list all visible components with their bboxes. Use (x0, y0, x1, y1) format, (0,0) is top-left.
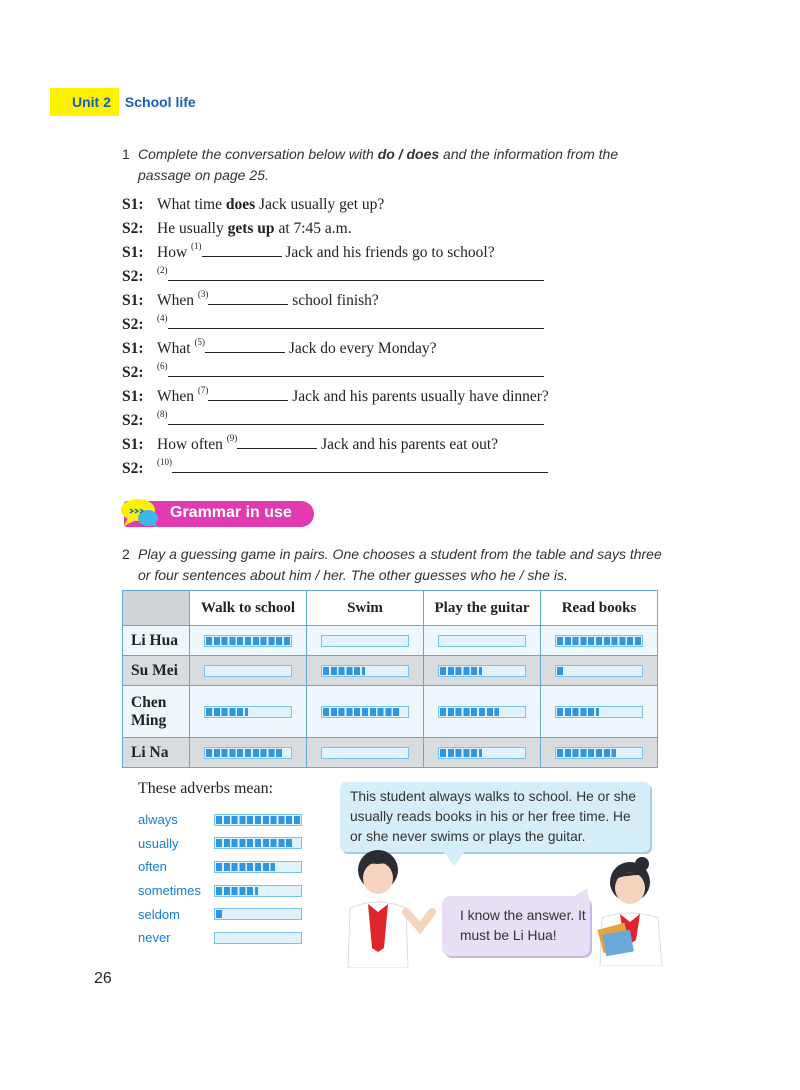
speaker-label: S2: (122, 268, 144, 285)
frequency-bar (214, 814, 302, 826)
boy-speech-text: This student always walks to school. He or she usually reads books in his or her free time. He or she never swims or plays the guitar. (350, 789, 637, 844)
answer-blank[interactable] (208, 290, 288, 305)
exercise-2-instruction (122, 544, 662, 586)
adverb-word: usually (138, 835, 179, 851)
frequency-bar-fill (216, 839, 292, 847)
girl-speech-bubble (442, 896, 590, 956)
frequency-bar-fill (206, 637, 290, 645)
dialogue-text (157, 380, 549, 407)
instruction-text: Play a guessing game in pairs. One chooses a student from the table and says three or four sentences about him / her. The other guesses who he / she is. (138, 546, 662, 583)
frequency-bar (214, 932, 302, 944)
boy-speech-bubble (340, 782, 650, 852)
line-text: When (157, 388, 198, 405)
dialogue-line (122, 455, 582, 479)
line-text: What (157, 340, 195, 357)
frequency-bar-fill (440, 749, 482, 757)
unit-label: Unit 2 (50, 88, 119, 116)
dialogue-text (157, 260, 544, 287)
frequency-bar-fill (323, 708, 399, 716)
speaker-label: S2: (122, 220, 144, 237)
frequency-bar (204, 706, 292, 718)
frequency-bar-fill (557, 637, 641, 645)
instruction-text (122, 144, 642, 186)
answer-blank[interactable] (168, 362, 544, 377)
exercise-number: 1 (122, 146, 130, 162)
speaker-label: S1: (122, 436, 144, 453)
line-text: Jack and his parents usually have dinner? (288, 388, 549, 405)
dialogue-line (122, 191, 582, 215)
frequency-bar-fill (206, 749, 282, 757)
blank-number: (1) (191, 241, 202, 251)
frequency-bar (555, 706, 643, 718)
blank-number: (5) (194, 337, 205, 347)
adverb-word: never (138, 930, 171, 946)
frequency-bar (321, 665, 409, 677)
line-text: Jack and his friends go to school? (281, 244, 495, 261)
answer-blank[interactable] (202, 242, 282, 257)
adverbs-title: These adverbs mean: (138, 780, 274, 797)
frequency-bar-fill (216, 887, 258, 895)
blank-number: (3) (197, 289, 209, 299)
dialogue-text (157, 308, 544, 335)
frequency-cell (424, 686, 541, 738)
page-number: 26 (94, 970, 112, 987)
frequency-cell (190, 626, 307, 656)
speaker-label: S2: (122, 412, 144, 429)
answer-text: does (225, 196, 256, 213)
frequency-bar-fill (440, 667, 482, 675)
banner-label: Grammar in use (170, 504, 292, 521)
answer-blank[interactable] (168, 266, 544, 281)
line-text: When (157, 292, 198, 309)
line-text: school finish? (288, 292, 379, 309)
adverb-row (138, 926, 308, 950)
answer-blank[interactable] (168, 314, 544, 329)
grammar-in-use-banner (118, 496, 315, 530)
frequency-bar (204, 747, 292, 759)
frequency-cell (307, 686, 424, 738)
table-row (123, 686, 658, 738)
frequency-bar (214, 837, 302, 849)
dialogue-text (157, 195, 384, 215)
student-name: Chen Ming (123, 686, 190, 738)
frequency-bar-fill (216, 816, 300, 824)
frequency-cell (190, 738, 307, 768)
answer-blank[interactable] (172, 458, 548, 473)
frequency-cell (424, 738, 541, 768)
frequency-cell (541, 686, 658, 738)
instruction-part: and the information from the passage on page 25. (138, 146, 619, 183)
frequency-bar (214, 885, 302, 897)
frequency-bar-fill (323, 667, 365, 675)
line-text: How (157, 244, 192, 261)
table-row (123, 656, 658, 686)
column-header: Walk to school (190, 591, 307, 626)
dialogue-text (157, 284, 379, 311)
frequency-table (122, 590, 658, 768)
line-text: Jack and his parents eat out? (317, 436, 499, 453)
table-row (123, 626, 658, 656)
line-text: How often (157, 436, 227, 453)
girl-illustration (592, 856, 672, 966)
dialogue-text (157, 428, 498, 455)
frequency-bar (438, 635, 526, 647)
boy-illustration (340, 848, 440, 968)
frequency-cell (541, 738, 658, 768)
adverb-word: sometimes (138, 883, 201, 899)
blank-number: (7) (197, 385, 209, 395)
blank-number: (6) (157, 361, 168, 371)
frequency-bar (438, 665, 526, 677)
blank-number: (9) (226, 433, 238, 443)
student-name: Li Na (123, 738, 190, 768)
girl-speech-text: I know the answer. It must be Li Hua! (460, 908, 586, 943)
dialogue-text (157, 332, 436, 359)
line-text: at 7:45 a.m. (274, 220, 352, 237)
adverb-word: always (138, 812, 178, 828)
unit-header (50, 88, 196, 116)
answer-blank[interactable] (237, 434, 317, 449)
frequency-bar (214, 908, 302, 920)
frequency-cell (424, 656, 541, 686)
frequency-cell (424, 626, 541, 656)
boy-bubble-tail (442, 850, 466, 866)
frequency-bar-fill (557, 667, 565, 675)
speaker-label: S1: (122, 388, 144, 405)
adverb-row (138, 832, 308, 856)
speaker-label: S2: (122, 460, 144, 477)
speaker-label: S1: (122, 244, 144, 261)
frequency-bar (438, 747, 526, 759)
frequency-cell (541, 626, 658, 656)
line-text: Jack do every Monday? (284, 340, 437, 357)
frequency-bar (438, 706, 526, 718)
frequency-bar (321, 747, 409, 759)
student-name: Su Mei (123, 656, 190, 686)
frequency-cell (190, 656, 307, 686)
speaker-label: S1: (122, 340, 144, 357)
blank-number: (4) (157, 313, 168, 323)
frequency-bar (555, 635, 643, 647)
blank-number: (10) (157, 457, 172, 467)
frequency-cell (307, 656, 424, 686)
adverb-row (138, 902, 308, 926)
frequency-bar-fill (557, 708, 599, 716)
frequency-bar-fill (216, 863, 275, 871)
answer-text: gets up (227, 220, 275, 237)
adverb-row (138, 879, 308, 903)
frequency-cell (190, 686, 307, 738)
dialogue-text (157, 356, 544, 383)
answer-blank[interactable] (208, 386, 288, 401)
frequency-bar (214, 861, 302, 873)
frequency-bar (555, 747, 643, 759)
line-text: He usually (157, 220, 228, 237)
speaker-label: S1: (122, 292, 144, 309)
speaker-label: S1: (122, 196, 144, 213)
unit-title: School life (124, 94, 196, 110)
adverb-row (138, 808, 308, 832)
frequency-bar-fill (440, 708, 499, 716)
blank-number: (8) (157, 409, 168, 419)
student-name: Li Hua (123, 626, 190, 656)
table-corner (123, 591, 190, 626)
answer-blank[interactable] (205, 338, 285, 353)
column-header: Read books (541, 591, 658, 626)
answer-blank[interactable] (168, 410, 544, 425)
exercise-1-instruction (122, 144, 642, 186)
instruction-part: Complete the conversation below with (138, 146, 378, 162)
frequency-bar-fill (557, 749, 616, 757)
frequency-bar (321, 706, 409, 718)
adverb-row (138, 855, 308, 879)
speech-bubbles-icon (118, 496, 168, 530)
adverbs-legend (138, 808, 308, 950)
frequency-bar (204, 665, 292, 677)
instruction-keyword: do / does (377, 146, 440, 162)
dialogue-text (157, 236, 495, 263)
frequency-cell (307, 626, 424, 656)
frequency-bar (204, 635, 292, 647)
frequency-bar (555, 665, 643, 677)
adverb-word: often (138, 859, 167, 875)
blank-number: (2) (157, 265, 168, 275)
frequency-bar (321, 635, 409, 647)
line-text: What time (157, 196, 226, 213)
adverb-word: seldom (138, 906, 180, 922)
dialogue-text (157, 452, 548, 479)
speaker-label: S2: (122, 316, 144, 333)
conversation (122, 191, 582, 479)
frequency-bar-fill (216, 910, 224, 918)
frequency-bar-fill (206, 708, 248, 716)
frequency-cell (541, 656, 658, 686)
dialogue-text (157, 404, 544, 431)
column-header: Swim (307, 591, 424, 626)
speaker-label: S2: (122, 364, 144, 381)
table-header-row (123, 591, 658, 626)
column-header: Play the guitar (424, 591, 541, 626)
table-row (123, 738, 658, 768)
exercise-number: 2 (122, 546, 130, 562)
line-text: Jack usually get up? (255, 196, 385, 213)
frequency-cell (307, 738, 424, 768)
